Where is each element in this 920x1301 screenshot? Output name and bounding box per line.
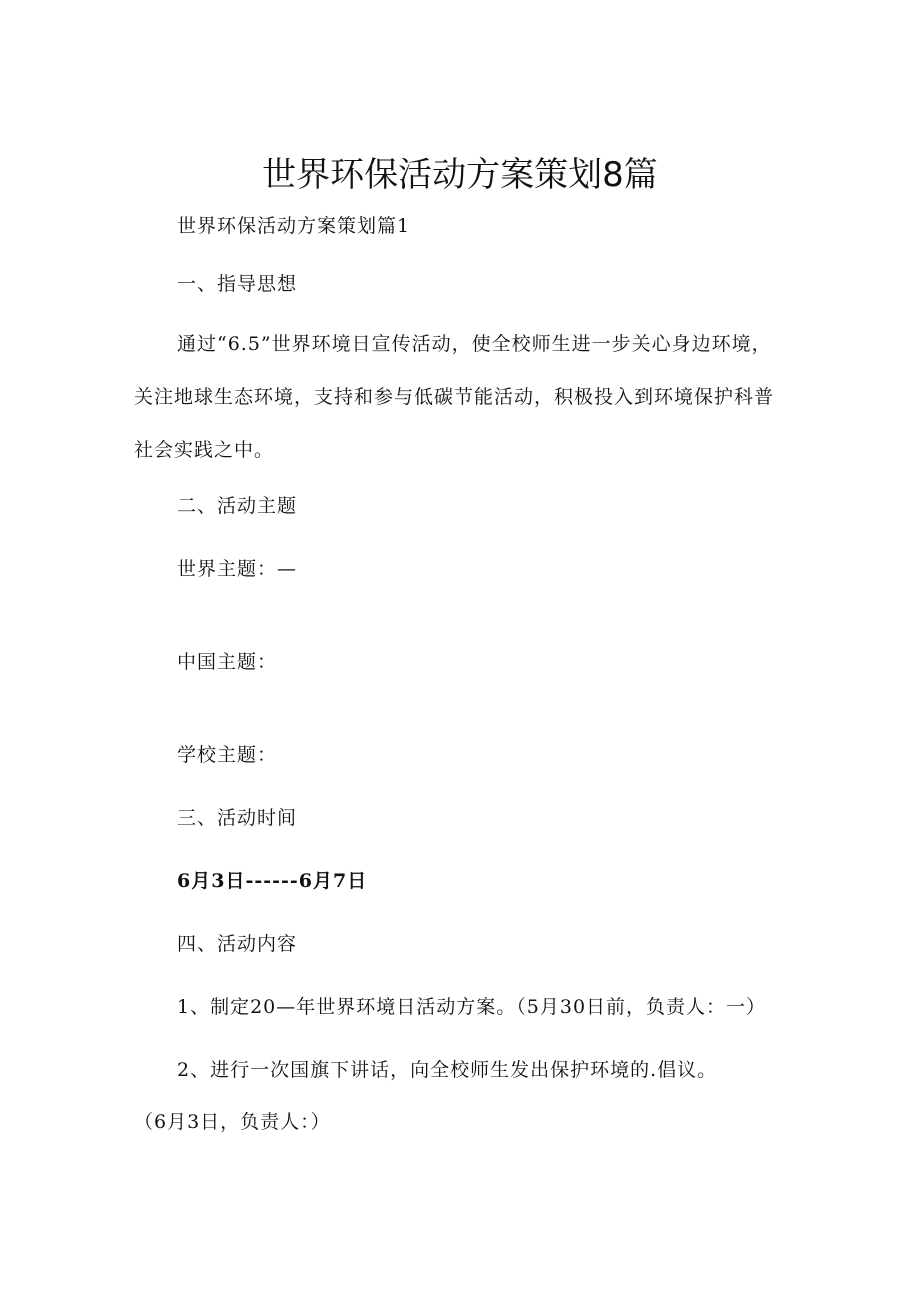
china-theme-line: 中国主题： — [177, 651, 278, 673]
content-item-2-line-1: 2、进行一次国旗下讲话，向全校师生发出保护环境的.倡议。 — [177, 1059, 718, 1081]
section-heading-activity-content: 四、活动内容 — [177, 933, 298, 955]
section-heading-activity-theme: 二、活动主题 — [177, 495, 298, 517]
content-item-2-line-2: （6月3日，负责人：） — [134, 1111, 331, 1133]
guiding-ideology-paragraph: 通过“6.5”世界环境日宣传活动，使全校师生进一步关心身边环境，关注地球生态环境，支持和参与低碳节能活动，积极投入到环境保护科普社会实践之中。 — [134, 333, 775, 461]
activity-time-range: 6月3日------6月7日 — [177, 870, 368, 892]
section-heading-activity-time: 三、活动时间 — [177, 807, 298, 829]
content-item-1: 1、制定20—年世界环境日活动方案。（5月30日前，负责人：一） — [177, 996, 767, 1018]
document-subtitle: 世界环保活动方案策划篇1 — [177, 215, 411, 237]
section-heading-guiding-ideology: 一、指导思想 — [177, 273, 298, 295]
document-title: 世界环保活动方案策划8篇 — [262, 155, 658, 195]
world-theme-line: 世界主题：— — [177, 558, 298, 580]
school-theme-line: 学校主题： — [177, 744, 278, 766]
